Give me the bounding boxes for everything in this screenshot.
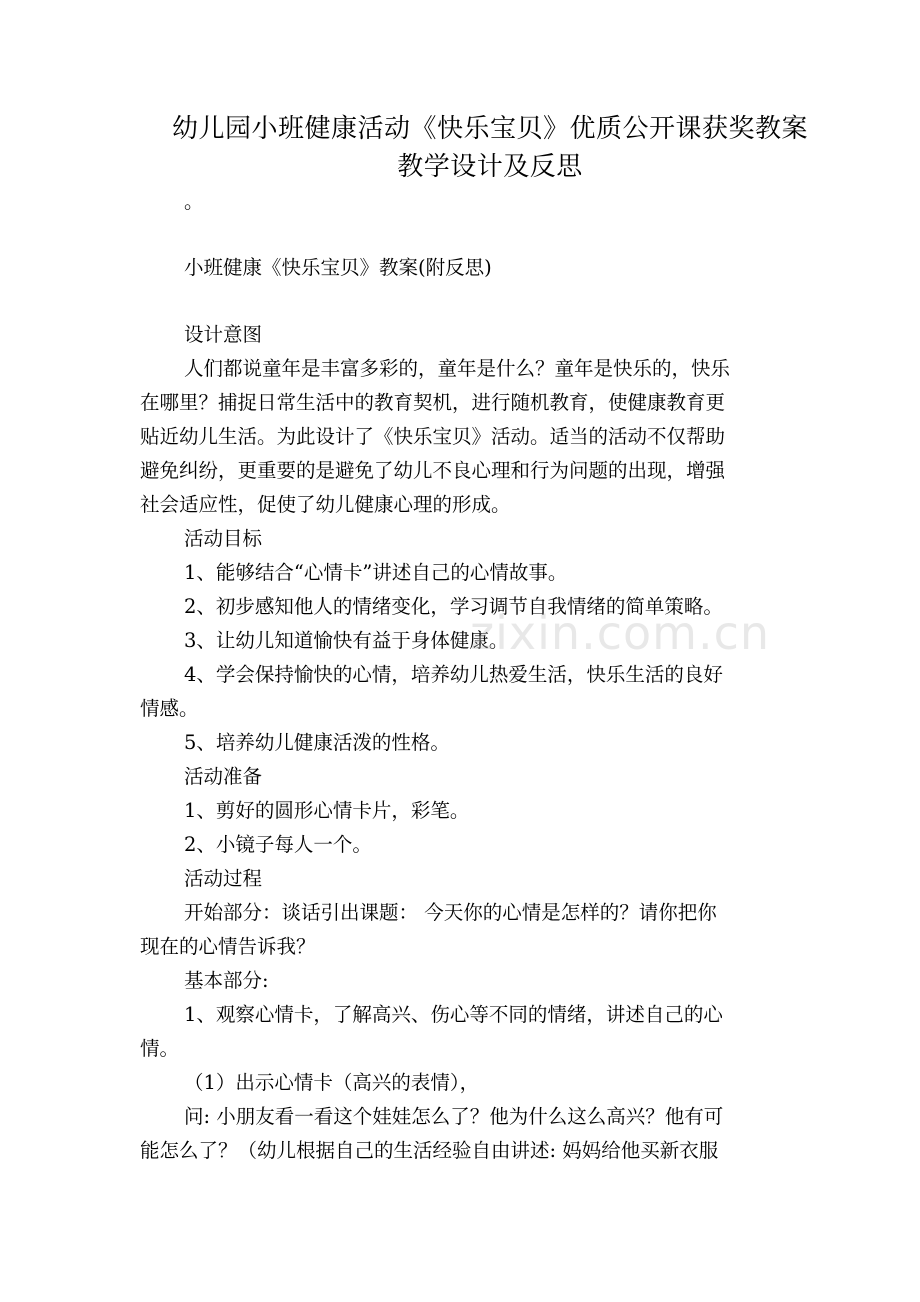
- basic-item: 1、观察心情卡，了解高兴、伤心等不同的情绪，讲述自己的心: [184, 1003, 723, 1026]
- title-line-1: 幼儿园小班健康活动《快乐宝贝》优质公开课获奖教案: [171, 114, 808, 144]
- goal-item: 5、培养幼儿健康活泼的性格。: [184, 731, 450, 754]
- subtitle: 小班健康《快乐宝贝》教案(附反思): [184, 256, 492, 279]
- goal-item-continued: 情感。: [140, 697, 199, 720]
- goal-item: 2、初步感知他人的情绪变化，学习调节自我情绪的简单策略。: [184, 595, 723, 618]
- prep-heading: 活动准备: [184, 765, 263, 788]
- goal-item: 4、学会保持愉快的心情，培养幼儿热爱生活，快乐生活的良好: [184, 663, 723, 686]
- paragraph-line: 社会适应性，促使了幼儿健康心理的形成。: [140, 493, 511, 516]
- prep-item: 1、剪好的圆形心情卡片，彩笔。: [184, 799, 470, 822]
- paragraph-line: 在哪里？捕捉日常生活中的教育契机，进行随机教育，使健康教育更: [140, 391, 726, 414]
- goal-item: 1、能够结合“心情卡”讲述自己的心情故事。: [184, 561, 568, 584]
- paragraph-line: 避免纠纷，更重要的是避免了幼儿不良心理和行为问题的出现，增强: [140, 459, 726, 482]
- question-line-continued: 能怎么了？（幼儿根据自己的生活经验自由讲述: 妈妈给他买新衣服: [140, 1139, 719, 1162]
- paragraph-line: 人们都说童年是丰富多彩的，童年是什么？童年是快乐的，快乐: [184, 357, 731, 380]
- prep-item: 2、小镜子每人一个。: [184, 833, 372, 856]
- goal-item: 3、让幼儿知道愉快有益于身体健康。: [184, 629, 509, 652]
- basic-heading: 基本部分:: [184, 969, 269, 992]
- start-part: 开始部分：谈话引出课题： 今天你的心情是怎样的？请你把你: [184, 901, 717, 924]
- goals-heading: 活动目标: [184, 527, 263, 550]
- start-part-continued: 现在的心情告诉我？: [140, 935, 316, 958]
- title-line-2: 教学设计及反思: [397, 152, 583, 182]
- process-heading: 活动过程: [184, 867, 263, 890]
- sub-item: （1）出示心情卡（高兴的表情），: [184, 1071, 480, 1094]
- design-heading: 设计意图: [184, 323, 263, 346]
- basic-item-continued: 情。: [140, 1037, 180, 1060]
- watermark: zixin.com.cn: [470, 606, 771, 660]
- dot-mark: 。: [184, 190, 204, 213]
- document-title: [140, 110, 840, 186]
- question-line: 问: 小朋友看一看这个娃娃怎么了？他为什么这么高兴？他有可: [184, 1105, 724, 1128]
- paragraph-line: 贴近幼儿生活。为此设计了《快乐宝贝》活动。适当的活动不仅帮助: [140, 425, 726, 448]
